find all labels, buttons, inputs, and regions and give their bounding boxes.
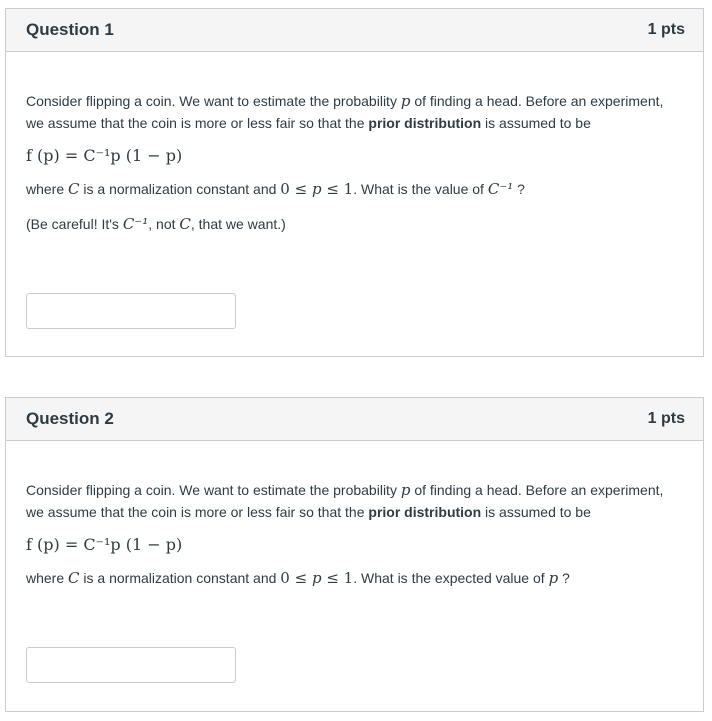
math-var-p: p — [400, 92, 411, 110]
question-points: 1 pts — [647, 410, 685, 427]
question-prompt: where C is a normalization constant and 0 ≤ p ≤ 1. What is the expected value of p ? — [26, 569, 570, 587]
target-quantity: C⁻¹ — [487, 180, 514, 198]
question-title: Question 1 — [26, 20, 114, 39]
answer-input[interactable] — [26, 293, 236, 329]
math-var-p: p — [400, 481, 411, 499]
target-quantity: p — [548, 569, 559, 587]
question-title: Question 2 — [26, 409, 114, 428]
question-note: (Be careful! It's C⁻¹, not C, that we want.) — [26, 215, 286, 233]
question-header — [6, 398, 703, 441]
question-body — [6, 52, 703, 235]
question-body — [6, 441, 703, 589]
prior-distribution-term: prior distribution — [368, 115, 482, 131]
question-prompt: where C is a normalization constant and 0 ≤ p ≤ 1. What is the value of C⁻¹ ? — [26, 180, 525, 198]
prior-formula: f (p) = C⁻¹p (1 − p) — [26, 146, 183, 165]
prior-formula: f (p) = C⁻¹p (1 − p) — [26, 535, 183, 554]
question-intro: Consider flipping a coin. We want to estimate the probability p of finding a head. Before an experiment, we assume that the coin is more or less fair so that the prior distribution is assumed to be — [26, 92, 664, 131]
prior-distribution-term: prior distribution — [368, 504, 482, 520]
question-intro: Consider flipping a coin. We want to estimate the probability p of finding a head. Before an experiment, we assume that the coin is more or less fair so that the prior distribution is assumed to be — [26, 481, 664, 520]
question-1 — [5, 8, 704, 357]
question-header — [6, 9, 703, 52]
answer-input[interactable] — [26, 647, 236, 683]
question-2 — [5, 397, 704, 712]
question-points: 1 pts — [647, 21, 685, 38]
